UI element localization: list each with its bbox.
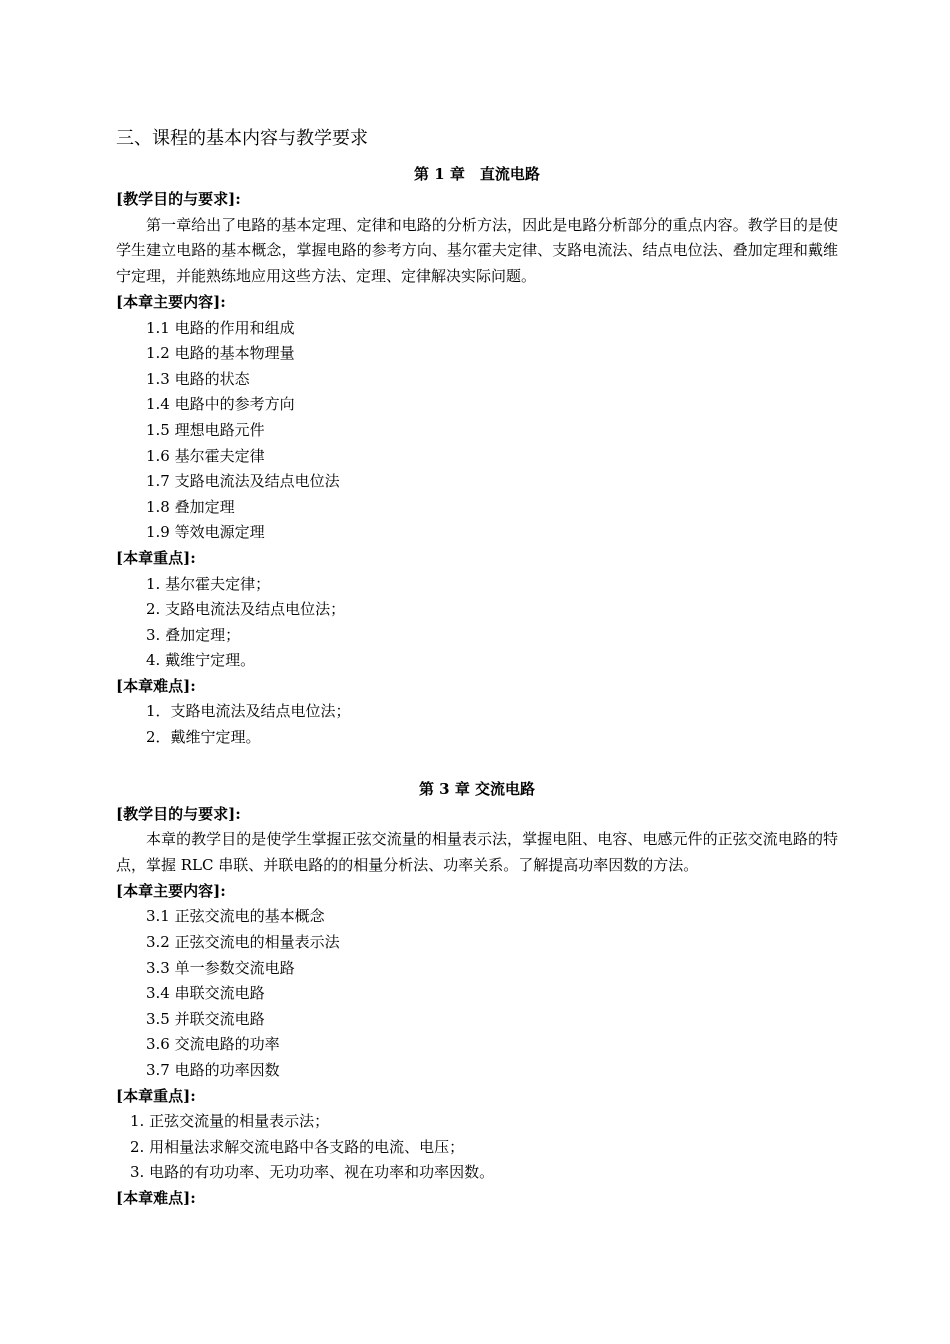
ch3-key-item: 1. 正弦交流量的相量表示法； xyxy=(130,1112,330,1131)
ch3-key-item: 3. 电路的有功功率、无功功率、视在功率和功率因数。 xyxy=(130,1163,495,1182)
ch1-content-item: 1.5 理想电路元件 xyxy=(146,420,265,439)
ch3-key-label: [本章重点]: xyxy=(116,1086,196,1105)
ch1-goal-label: [教学目的与要求]: xyxy=(116,190,241,208)
ch1-difficult-item: 2．戴维宁定理。 xyxy=(146,728,261,747)
ch3-difficult-label: [本章难点]: xyxy=(116,1188,196,1207)
ch1-key-item: 1. 基尔霍夫定律； xyxy=(146,574,271,593)
ch1-content-item: 1.8 叠加定理 xyxy=(146,497,235,516)
ch3-content-item: 3.1 正弦交流电的基本概念 xyxy=(146,907,325,926)
chapter-spacer xyxy=(116,751,838,776)
document-body xyxy=(116,122,838,1212)
ch1-key-item: 2. 支路电流法及结点电位法； xyxy=(146,600,346,619)
ch1-key-item: 4. 戴维宁定理。 xyxy=(146,651,256,670)
ch3-key-item: 2. 用相量法求解交流电路中各支路的电流、电压； xyxy=(130,1137,465,1156)
ch1-difficult-item: 1．支路电流法及结点电位法； xyxy=(146,702,351,721)
ch3-content-item: 3.2 正弦交流电的相量表示法 xyxy=(146,933,340,952)
ch1-content-item: 1.7 支路电流法及结点电位法 xyxy=(146,472,340,491)
chapter-3-title: 第 3 章 交流电路 xyxy=(418,779,536,798)
ch3-content-item: 3.7 电路的功率因数 xyxy=(146,1061,280,1080)
ch1-content-item: 1.1 电路的作用和组成 xyxy=(146,318,295,337)
ch1-key-label: [本章重点]: xyxy=(116,548,196,567)
ch1-content-item: 1.6 基尔霍夫定律 xyxy=(146,446,265,465)
ch1-key-item: 3. 叠加定理； xyxy=(146,625,241,644)
ch1-content-item: 1.3 电路的状态 xyxy=(146,369,250,388)
ch3-content-item: 3.5 并联交流电路 xyxy=(146,1009,265,1028)
ch3-content-item: 3.6 交流电路的功率 xyxy=(146,1035,280,1054)
ch3-goal-label: [教学目的与要求]: xyxy=(116,804,241,823)
ch1-goal-text: 第一章给出了电路的基本定理、定律和电路的分析方法，因此是电路分析部分的重点内容。教学目的是使学生建立电路的基本概念，掌握电路的参考方向、基尔霍夫定律、支路电流法、结点电位法、叠加定理和戴维宁定理，并能熟练地应用这些方法、定理、定律解决实际问题。 xyxy=(116,215,838,286)
section-heading: 三、课程的基本内容与教学要求 xyxy=(116,128,368,149)
ch3-goal-text: 本章的教学目的是使学生掌握正弦交流量的相量表示法，掌握电阻、电容、电感元件的正弦交流电路的特点，掌握 RLC 串联、并联电路的的相量分析法、功率关系。了解提高功率因数的方法。 xyxy=(116,830,838,875)
ch1-difficult-label: [本章难点]: xyxy=(116,676,196,695)
ch3-content-item: 3.4 串联交流电路 xyxy=(146,984,265,1003)
ch1-content-item: 1.2 电路的基本物理量 xyxy=(146,344,295,363)
ch1-content-item: 1.9 等效电源定理 xyxy=(146,523,265,542)
ch1-content-label: [本章主要内容]: xyxy=(116,292,226,311)
ch3-content-item: 3.3 单一参数交流电路 xyxy=(146,958,295,977)
ch1-content-item: 1.4 电路中的参考方向 xyxy=(146,395,295,414)
chapter-1-title: 第 1 章 直流电路 xyxy=(414,165,540,183)
ch3-content-label: [本章主要内容]: xyxy=(116,881,226,900)
